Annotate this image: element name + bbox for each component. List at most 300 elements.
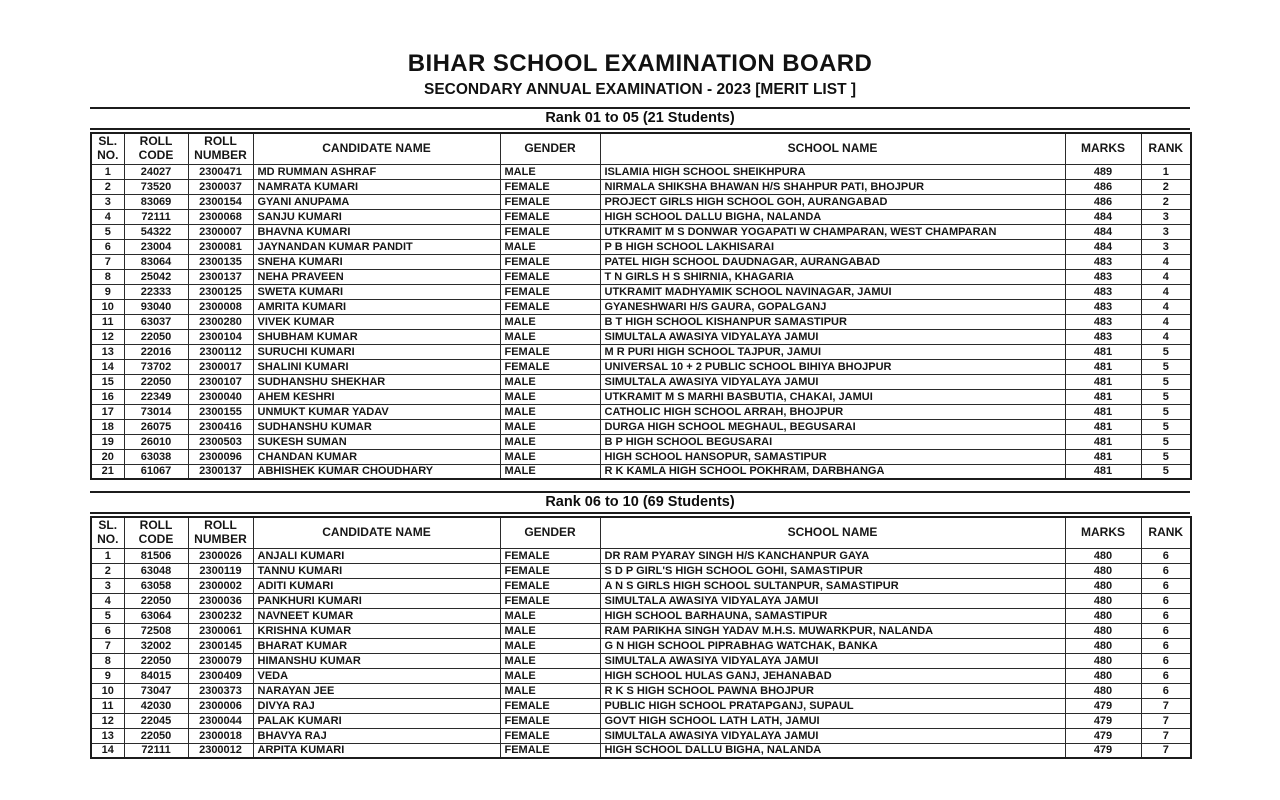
table-header-row (91, 517, 1191, 548)
column-header: SL. NO. (91, 133, 124, 164)
table-cell: 5 (1141, 449, 1191, 464)
table-cell: 479 (1065, 743, 1141, 758)
table-cell: 2300008 (188, 299, 253, 314)
table-row (91, 284, 1191, 299)
table-cell: VIVEK KUMAR (253, 314, 500, 329)
table-cell: 63038 (124, 449, 188, 464)
table-cell: SWETA KUMARI (253, 284, 500, 299)
table-cell: 9 (91, 284, 124, 299)
table-cell: 23004 (124, 239, 188, 254)
column-header: ROLL CODE (124, 517, 188, 548)
table-cell: 12 (91, 713, 124, 728)
table-cell: 2300471 (188, 164, 253, 179)
table-cell: ABHISHEK KUMAR CHOUDHARY (253, 464, 500, 479)
table-cell: FEMALE (500, 254, 600, 269)
table-cell: NAVNEET KUMAR (253, 608, 500, 623)
table-cell: 2300119 (188, 563, 253, 578)
table-cell: 22050 (124, 593, 188, 608)
table-cell: 1 (91, 164, 124, 179)
table-cell: SIMULTALA AWASIYA VIDYALAYA JAMUI (600, 728, 1065, 743)
table-cell: 479 (1065, 713, 1141, 728)
table-cell: 63058 (124, 578, 188, 593)
table-cell: 8 (91, 653, 124, 668)
table-cell: UNIVERSAL 10 + 2 PUBLIC SCHOOL BIHIYA BHOJPUR (600, 359, 1065, 374)
table-cell: SUDHANSHU KUMAR (253, 419, 500, 434)
table-cell: FEMALE (500, 743, 600, 758)
table-cell: DIVYA RAJ (253, 698, 500, 713)
table-cell: NIRMALA SHIKSHA BHAWAN H/S SHAHPUR PATI, BHOJPUR (600, 179, 1065, 194)
table-cell: MALE (500, 623, 600, 638)
table-row (91, 374, 1191, 389)
table-cell: PUBLIC HIGH SCHOOL PRATAPGANJ, SUPAUL (600, 698, 1065, 713)
table-cell: 16 (91, 389, 124, 404)
document-page (90, 50, 1190, 759)
table-cell: 2300044 (188, 713, 253, 728)
table-cell: 5 (1141, 419, 1191, 434)
table-cell: 9 (91, 668, 124, 683)
table-cell: 3 (1141, 239, 1191, 254)
table-cell: 18 (91, 419, 124, 434)
table-cell: R K S HIGH SCHOOL PAWNA BHOJPUR (600, 683, 1065, 698)
table-cell: 4 (91, 209, 124, 224)
table-cell: 5 (1141, 344, 1191, 359)
table-cell: 7 (1141, 713, 1191, 728)
table-cell: 480 (1065, 668, 1141, 683)
table-cell: 22349 (124, 389, 188, 404)
table-cell: 481 (1065, 359, 1141, 374)
table-cell: MALE (500, 374, 600, 389)
table-cell: 7 (1141, 728, 1191, 743)
table-cell: 2300006 (188, 698, 253, 713)
table-cell: NAMRATA KUMARI (253, 179, 500, 194)
table-cell: SHUBHAM KUMAR (253, 329, 500, 344)
table-cell: S D P GIRL'S HIGH SCHOOL GOHI, SAMASTIPUR (600, 563, 1065, 578)
table-row (91, 608, 1191, 623)
table-cell: 72111 (124, 743, 188, 758)
table-cell: 1 (91, 548, 124, 563)
table-cell: 93040 (124, 299, 188, 314)
table-row (91, 434, 1191, 449)
column-header: SCHOOL NAME (600, 133, 1065, 164)
table-cell: FEMALE (500, 224, 600, 239)
table-cell: 480 (1065, 563, 1141, 578)
table-cell: 24027 (124, 164, 188, 179)
table-cell: VEDA (253, 668, 500, 683)
table-cell: 1 (1141, 164, 1191, 179)
table-row (91, 359, 1191, 374)
table-cell: 2300104 (188, 329, 253, 344)
table-cell: BHARAT KUMAR (253, 638, 500, 653)
table-cell: MALE (500, 239, 600, 254)
table-cell: 2300081 (188, 239, 253, 254)
column-header: CANDIDATE NAME (253, 517, 500, 548)
table-cell: 4 (1141, 299, 1191, 314)
table-cell: 81506 (124, 548, 188, 563)
table-cell: MALE (500, 434, 600, 449)
table-cell: G N HIGH SCHOOL PIPRABHAG WATCHAK, BANKA (600, 638, 1065, 653)
table-cell: MALE (500, 329, 600, 344)
table-cell: 5 (91, 608, 124, 623)
table-cell: 13 (91, 728, 124, 743)
table-cell: 7 (91, 254, 124, 269)
table-cell: 73014 (124, 404, 188, 419)
table-cell: 2300061 (188, 623, 253, 638)
column-header: SL. NO. (91, 517, 124, 548)
table-row (91, 683, 1191, 698)
table-cell: 21 (91, 464, 124, 479)
document-title: BIHAR SCHOOL EXAMINATION BOARD (407, 50, 873, 77)
table-cell: SURUCHI KUMARI (253, 344, 500, 359)
table-row (91, 209, 1191, 224)
table-row (91, 653, 1191, 668)
section-heading-rank-06-10: Rank 06 to 10 (69 Students) (90, 491, 1190, 514)
table-cell: MALE (500, 668, 600, 683)
table-row (91, 404, 1191, 419)
table-cell: 22050 (124, 728, 188, 743)
table-cell: 20 (91, 449, 124, 464)
table-cell: SANJU KUMARI (253, 209, 500, 224)
table-row (91, 713, 1191, 728)
table-cell: 11 (91, 314, 124, 329)
table-cell: FEMALE (500, 284, 600, 299)
table-cell: 2300373 (188, 683, 253, 698)
table-cell: SUDHANSHU SHEKHAR (253, 374, 500, 389)
table-cell: 2300012 (188, 743, 253, 758)
table-cell: 61067 (124, 464, 188, 479)
table-cell: 2300416 (188, 419, 253, 434)
table-cell: 5 (1141, 464, 1191, 479)
table-cell: 83064 (124, 254, 188, 269)
table-cell: 4 (91, 593, 124, 608)
table-cell: MALE (500, 653, 600, 668)
table-cell: 2300079 (188, 653, 253, 668)
table-row (91, 593, 1191, 608)
table-cell: DR RAM PYARAY SINGH H/S KANCHANPUR GAYA (600, 548, 1065, 563)
table-cell: SIMULTALA AWASIYA VIDYALAYA JAMUI (600, 329, 1065, 344)
table-row (91, 389, 1191, 404)
table-row (91, 299, 1191, 314)
table-cell: 484 (1065, 239, 1141, 254)
table-cell: 483 (1065, 254, 1141, 269)
table-row (91, 419, 1191, 434)
table-cell: 11 (91, 698, 124, 713)
table-cell: 6 (91, 623, 124, 638)
table-cell: RAM PARIKHA SINGH YADAV M.H.S. MUWARKPUR, NALANDA (600, 623, 1065, 638)
table-cell: AHEM KESHRI (253, 389, 500, 404)
table-cell: 5 (1141, 374, 1191, 389)
table-cell: FEMALE (500, 713, 600, 728)
table-cell: TANNU KUMARI (253, 563, 500, 578)
table-cell: SHALINI KUMARI (253, 359, 500, 374)
table-row (91, 623, 1191, 638)
table-cell: A N S GIRLS HIGH SCHOOL SULTANPUR, SAMASTIPUR (600, 578, 1065, 593)
table-cell: 10 (91, 683, 124, 698)
table-cell: PATEL HIGH SCHOOL DAUDNAGAR, AURANGABAD (600, 254, 1065, 269)
table-cell: 2 (1141, 179, 1191, 194)
table-cell: 42030 (124, 698, 188, 713)
table-cell: ARPITA KUMARI (253, 743, 500, 758)
table-cell: 8 (91, 269, 124, 284)
table-cell: 6 (1141, 548, 1191, 563)
table-cell: ISLAMIA HIGH SCHOOL SHEIKHPURA (600, 164, 1065, 179)
table-cell: 73047 (124, 683, 188, 698)
table-cell: 72111 (124, 209, 188, 224)
table-cell: 2 (91, 179, 124, 194)
table-cell: 22045 (124, 713, 188, 728)
table-cell: UTKRAMIT M S DONWAR YOGAPATI W CHAMPARAN, WEST CHAMPARAN (600, 224, 1065, 239)
table-cell: FEMALE (500, 698, 600, 713)
table-cell: T N GIRLS H S SHIRNIA, KHAGARIA (600, 269, 1065, 284)
section-heading-rank-01-05: Rank 01 to 05 (21 Students) (90, 107, 1190, 130)
table-cell: UTKRAMIT M S MARHI BASBUTIA, CHAKAI, JAMUI (600, 389, 1065, 404)
document-subtitle: SECONDARY ANNUAL EXAMINATION - 2023 [MERIT LIST ] (423, 81, 857, 98)
table-cell: 489 (1065, 164, 1141, 179)
table-cell: R K KAMLA HIGH SCHOOL POKHRAM, DARBHANGA (600, 464, 1065, 479)
table-cell: MALE (500, 404, 600, 419)
table-cell: 480 (1065, 623, 1141, 638)
table-header-row (91, 133, 1191, 164)
table-row (91, 224, 1191, 239)
table-cell: 54322 (124, 224, 188, 239)
table-cell: 2300280 (188, 314, 253, 329)
table-cell: 73702 (124, 359, 188, 374)
table-cell: 2300026 (188, 548, 253, 563)
table-cell: 22050 (124, 374, 188, 389)
table-cell: FEMALE (500, 269, 600, 284)
table-cell: DURGA HIGH SCHOOL MEGHAUL, BEGUSARAI (600, 419, 1065, 434)
table-cell: 84015 (124, 668, 188, 683)
table-cell: 481 (1065, 404, 1141, 419)
section-gap (90, 480, 1190, 491)
table-cell: 5 (1141, 359, 1191, 374)
table-cell: 25042 (124, 269, 188, 284)
table-cell: 4 (1141, 269, 1191, 284)
table-cell: 6 (1141, 593, 1191, 608)
table-cell: 481 (1065, 434, 1141, 449)
table-cell: 480 (1065, 653, 1141, 668)
table-cell: MALE (500, 608, 600, 623)
table-cell: MALE (500, 464, 600, 479)
table-cell: UTKRAMIT MADHYAMIK SCHOOL NAVINAGAR, JAMUI (600, 284, 1065, 299)
table-row (91, 164, 1191, 179)
table-cell: NARAYAN JEE (253, 683, 500, 698)
table-cell: 2300409 (188, 668, 253, 683)
table-cell: CHANDAN KUMAR (253, 449, 500, 464)
table-cell: 5 (1141, 389, 1191, 404)
table-cell: FEMALE (500, 209, 600, 224)
table-cell: 19 (91, 434, 124, 449)
table-row (91, 563, 1191, 578)
table-cell: 6 (1141, 638, 1191, 653)
table-cell: 2300503 (188, 434, 253, 449)
table-cell: 17 (91, 404, 124, 419)
table-cell: 83069 (124, 194, 188, 209)
table-row (91, 578, 1191, 593)
table-cell: M R PURI HIGH SCHOOL TAJPUR, JAMUI (600, 344, 1065, 359)
table-cell: SUKESH SUMAN (253, 434, 500, 449)
table-cell: FEMALE (500, 359, 600, 374)
table-cell: 2300007 (188, 224, 253, 239)
table-cell: 32002 (124, 638, 188, 653)
table-cell: 26075 (124, 419, 188, 434)
table-cell: SIMULTALA AWASIYA VIDYALAYA JAMUI (600, 593, 1065, 608)
table-cell: KRISHNA KUMAR (253, 623, 500, 638)
table-header (91, 517, 1191, 548)
table-cell: FEMALE (500, 563, 600, 578)
table-cell: 6 (1141, 563, 1191, 578)
table-cell: B T HIGH SCHOOL KISHANPUR SAMASTIPUR (600, 314, 1065, 329)
table-cell: 484 (1065, 209, 1141, 224)
table-cell: 483 (1065, 284, 1141, 299)
table-cell: FEMALE (500, 593, 600, 608)
table-cell: 3 (1141, 224, 1191, 239)
table-cell: 2300137 (188, 269, 253, 284)
table-cell: 483 (1065, 314, 1141, 329)
column-header: RANK (1141, 517, 1191, 548)
table-cell: ANJALI KUMARI (253, 548, 500, 563)
table-cell: B P HIGH SCHOOL BEGUSARAI (600, 434, 1065, 449)
table-cell: FEMALE (500, 299, 600, 314)
table-cell: 2300155 (188, 404, 253, 419)
table-cell: 2300068 (188, 209, 253, 224)
table-cell: 5 (1141, 434, 1191, 449)
table-cell: 481 (1065, 419, 1141, 434)
table-cell: 480 (1065, 578, 1141, 593)
table-cell: 2300112 (188, 344, 253, 359)
table-cell: HIGH SCHOOL DALLU BIGHA, NALANDA (600, 209, 1065, 224)
table-cell: 2300018 (188, 728, 253, 743)
table-cell: HIGH SCHOOL BARHAUNA, SAMASTIPUR (600, 608, 1065, 623)
table-cell: GYANESHWARI H/S GAURA, GOPALGANJ (600, 299, 1065, 314)
table-cell: GYANI ANUPAMA (253, 194, 500, 209)
table-cell: 484 (1065, 224, 1141, 239)
table-cell: GOVT HIGH SCHOOL LATH LATH, JAMUI (600, 713, 1065, 728)
table-cell: 2300137 (188, 464, 253, 479)
table-cell: MALE (500, 389, 600, 404)
table-cell: HIMANSHU KUMAR (253, 653, 500, 668)
table-cell: 2300135 (188, 254, 253, 269)
column-header: MARKS (1065, 133, 1141, 164)
table-cell: NEHA PRAVEEN (253, 269, 500, 284)
table-cell: SIMULTALA AWASIYA VIDYALAYA JAMUI (600, 374, 1065, 389)
table-row (91, 344, 1191, 359)
table-cell: 63037 (124, 314, 188, 329)
table-cell: 2300154 (188, 194, 253, 209)
column-header: CANDIDATE NAME (253, 133, 500, 164)
table-cell: 2300036 (188, 593, 253, 608)
table-cell: FEMALE (500, 344, 600, 359)
table-row (91, 698, 1191, 713)
table-cell: 26010 (124, 434, 188, 449)
table-cell: 22333 (124, 284, 188, 299)
table-cell: 63064 (124, 608, 188, 623)
table-cell: 479 (1065, 698, 1141, 713)
table-cell: 480 (1065, 548, 1141, 563)
table-row (91, 668, 1191, 683)
table-cell: 73520 (124, 179, 188, 194)
table-cell: 63048 (124, 563, 188, 578)
table-cell: 481 (1065, 464, 1141, 479)
table-cell: 4 (1141, 284, 1191, 299)
table-cell: 483 (1065, 269, 1141, 284)
column-header: GENDER (500, 133, 600, 164)
table-cell: BHAVNA KUMARI (253, 224, 500, 239)
table-cell: 2300040 (188, 389, 253, 404)
table-cell: 486 (1065, 179, 1141, 194)
table-cell: HIGH SCHOOL DALLU BIGHA, NALANDA (600, 743, 1065, 758)
table-cell: MD RUMMAN ASHRAF (253, 164, 500, 179)
table-cell: 7 (1141, 698, 1191, 713)
table-cell: FEMALE (500, 728, 600, 743)
table-row (91, 743, 1191, 758)
column-header: GENDER (500, 517, 600, 548)
table-cell: 3 (91, 578, 124, 593)
table-cell: 479 (1065, 728, 1141, 743)
table-cell: 6 (1141, 608, 1191, 623)
table-cell: 480 (1065, 683, 1141, 698)
table-cell: MALE (500, 164, 600, 179)
table-cell: 6 (1141, 668, 1191, 683)
table-cell: 72508 (124, 623, 188, 638)
table-row (91, 239, 1191, 254)
column-header: ROLL NUMBER (188, 517, 253, 548)
table-cell: 3 (91, 194, 124, 209)
table-cell: FEMALE (500, 548, 600, 563)
table-cell: 481 (1065, 374, 1141, 389)
table-cell: 10 (91, 299, 124, 314)
table-cell: 4 (1141, 254, 1191, 269)
table-cell: JAYNANDAN KUMAR PANDIT (253, 239, 500, 254)
table-cell: 4 (1141, 314, 1191, 329)
table-cell: 481 (1065, 344, 1141, 359)
column-header: ROLL CODE (124, 133, 188, 164)
table-cell: 2 (91, 563, 124, 578)
table-row (91, 548, 1191, 563)
table-cell: 2300017 (188, 359, 253, 374)
table-cell: 6 (1141, 683, 1191, 698)
table-row (91, 638, 1191, 653)
table-cell: FEMALE (500, 578, 600, 593)
table-cell: 483 (1065, 299, 1141, 314)
table-cell: AMRITA KUMARI (253, 299, 500, 314)
table-cell: 7 (1141, 743, 1191, 758)
table-cell: 6 (1141, 623, 1191, 638)
table-cell: 6 (91, 239, 124, 254)
column-header: SCHOOL NAME (600, 517, 1065, 548)
table-cell: 7 (91, 638, 124, 653)
table-cell: 22050 (124, 329, 188, 344)
table-cell: MALE (500, 419, 600, 434)
table-cell: 22050 (124, 653, 188, 668)
table-cell: PROJECT GIRLS HIGH SCHOOL GOH, AURANGABAD (600, 194, 1065, 209)
merit-table-rank-06-10 (90, 516, 1192, 759)
table-row (91, 464, 1191, 479)
table-row (91, 179, 1191, 194)
table-body (91, 548, 1191, 758)
table-cell: MALE (500, 314, 600, 329)
table-cell: 480 (1065, 638, 1141, 653)
table-cell: 6 (1141, 653, 1191, 668)
table-row (91, 449, 1191, 464)
table-cell: FEMALE (500, 179, 600, 194)
table-cell: 5 (1141, 404, 1191, 419)
table-cell: 22016 (124, 344, 188, 359)
table-cell: 5 (91, 224, 124, 239)
table-cell: 12 (91, 329, 124, 344)
table-row (91, 314, 1191, 329)
table-cell: 486 (1065, 194, 1141, 209)
table-cell: SIMULTALA AWASIYA VIDYALAYA JAMUI (600, 653, 1065, 668)
